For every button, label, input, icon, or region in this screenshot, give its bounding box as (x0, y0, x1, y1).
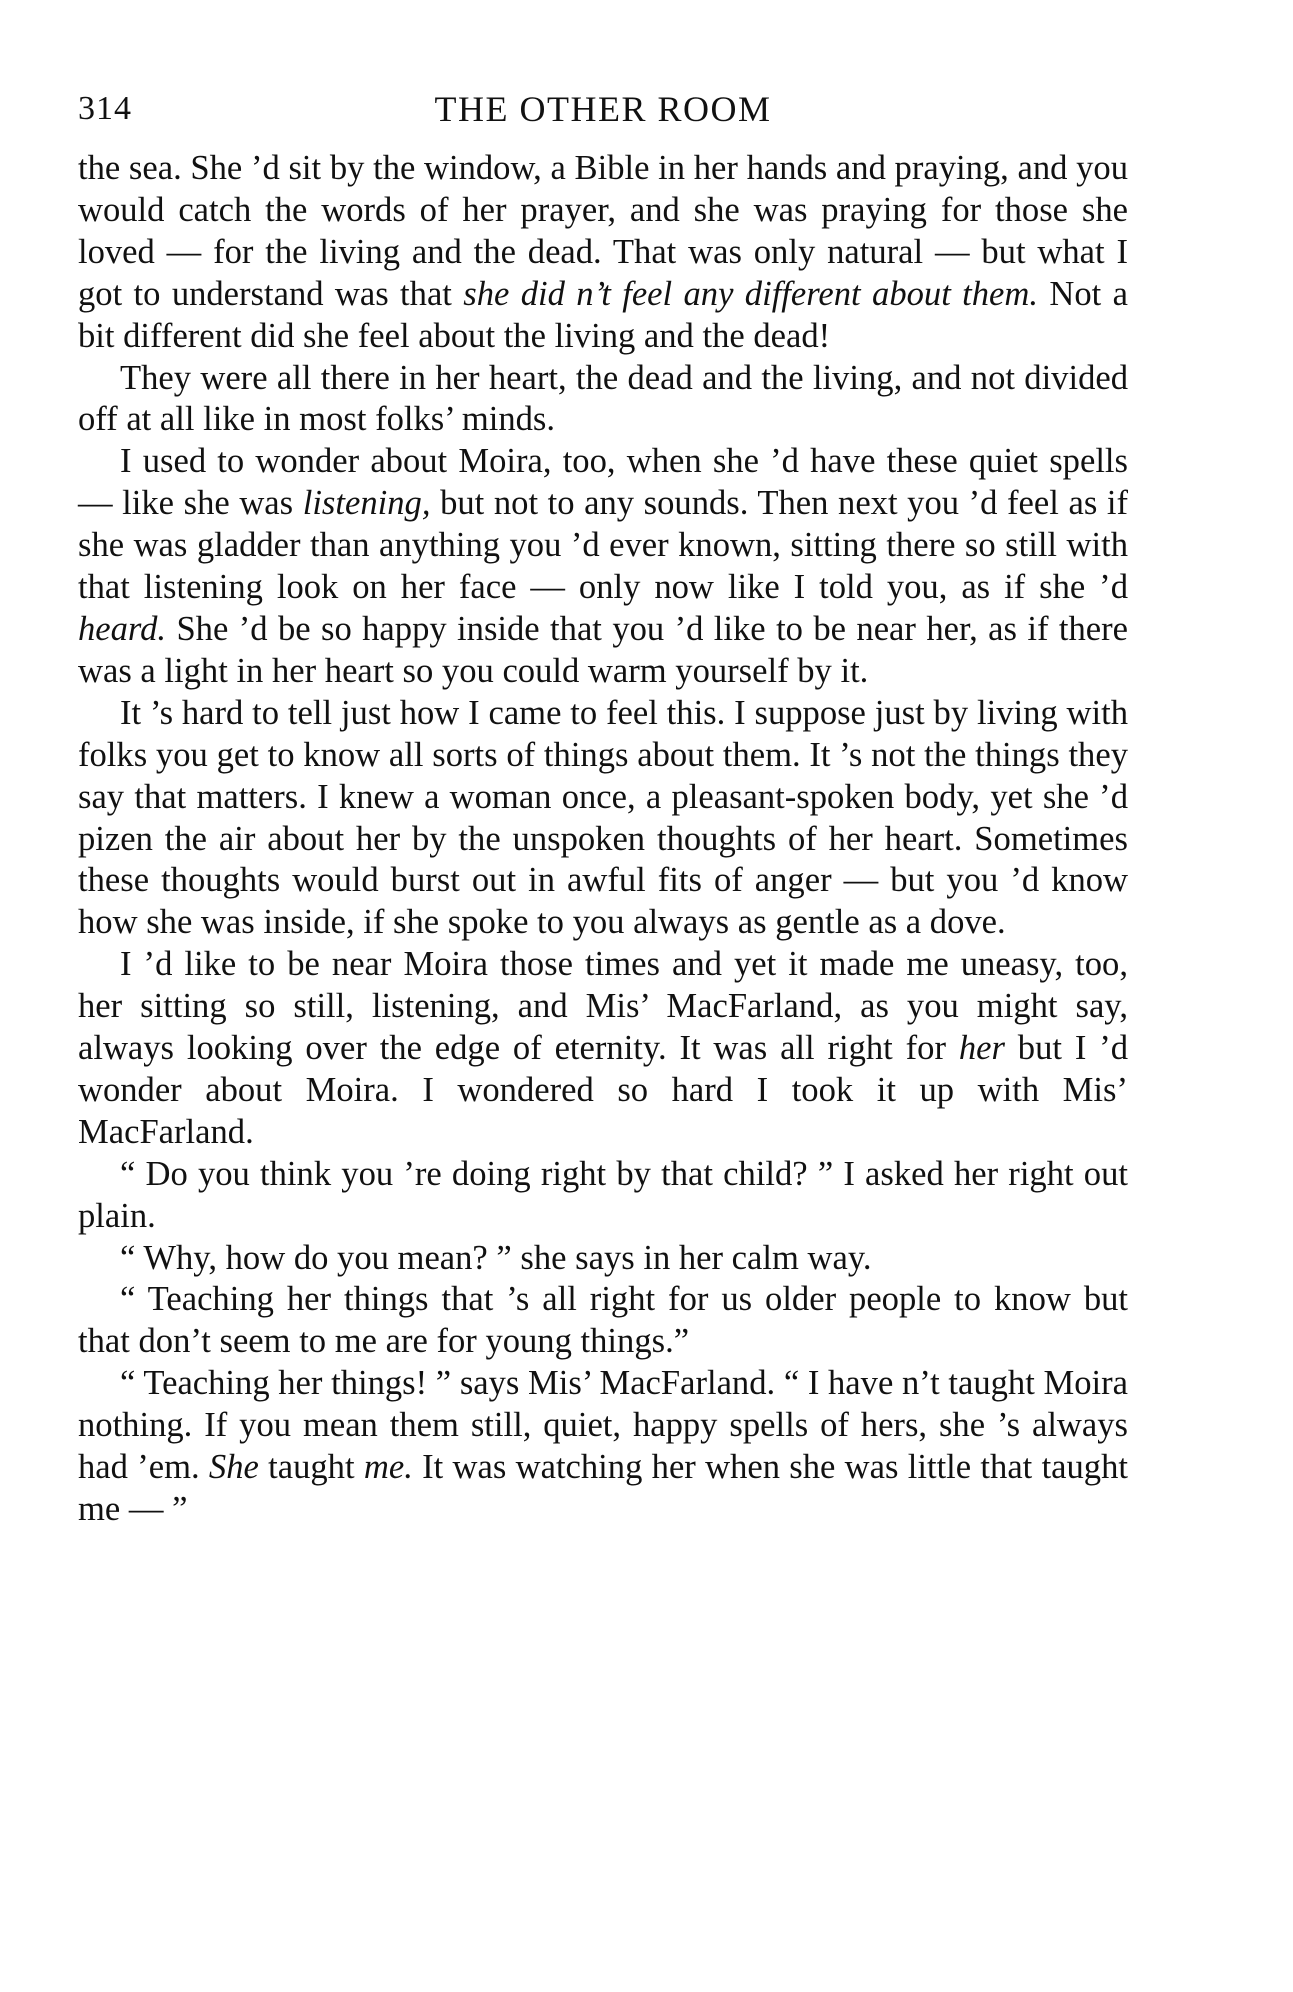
paragraph: the sea. She ’d sit by the window, a Bible in her hands and praying, and you would catch the words of her prayer, and she was praying for those she loved — for the living and the dead. That was only natural — but what I got to understand was that she did n’t feel any different about them. Not a bit different did she feel about the living and the dead! (78, 149, 1128, 355)
paragraph: It ’s hard to tell just how I came to feel this. I suppose just by living with folks you get to know all sorts of things about them. It ’s not the things they say that matters. I knew a woman once, a pleasant-spoken body, yet she ’d pizen the air about her by the unspoken thoughts of her heart. Sometimes these thoughts would burst out in awful fits of anger — but you ’d know how she was inside, if she spoke to you always as gentle as a dove. (78, 693, 1128, 942)
emphasis: her (958, 1029, 1005, 1068)
paragraph: I used to wonder about Moira, too, when she ’d have these quiet spells — like she was listening, but not to any sounds. Then next you ’d feel as if she was gladder than anything you ’d ever known, sitting there so still with that listening look on her face — only now like I told you, as if she ’d heard. She ’d be so happy inside that you ’d like to be near her, as if there was a light in her heart so you could warm yourself by it. (78, 442, 1128, 690)
emphasis: she did n’t feel any different about them. (463, 274, 1039, 313)
paragraph: “ Teaching her things! ” says Mis’ MacFarland. “ I have n’t taught Moira nothing. If you mean them still, quiet, happy spells of hers, she ’s always had ’em. She taught me. It was watching her when she was little that taught me — ” (78, 1364, 1128, 1528)
paragraph: “ Why, how do you mean? ” she says in her calm way. (120, 1238, 872, 1277)
paragraph: “ Teaching her things that ’s all right for us older people to know but that don’t seem to me are for young things.” (78, 1280, 1128, 1361)
emphasis: me. (363, 1448, 413, 1487)
running-title: THE OTHER ROOM (434, 89, 772, 129)
paragraph: “ Do you think you ’re doing right by that child? ” I asked her right out plain. (78, 1154, 1128, 1235)
paragraph: I ’d like to be near Moira those times and yet it made me uneasy, too, her sitting so still, listening, and Mis’ MacFarland, as you might say, always looking over the edge of eternity. It was all right for her but I ’d wonder about Moira. I wondered so hard I took it up with Mis’ MacFarland. (78, 945, 1128, 1151)
page-header (78, 82, 1128, 142)
page-number: 314 (78, 90, 132, 127)
book-page (78, 82, 1128, 1531)
paragraph: They were all there in her heart, the dead and the living, and not divided off at all like in most folks’ minds. (78, 358, 1128, 439)
emphasis: heard. (78, 609, 167, 648)
emphasis: She (208, 1448, 259, 1487)
emphasis: listening, (302, 484, 431, 523)
body-text (78, 148, 1128, 1531)
